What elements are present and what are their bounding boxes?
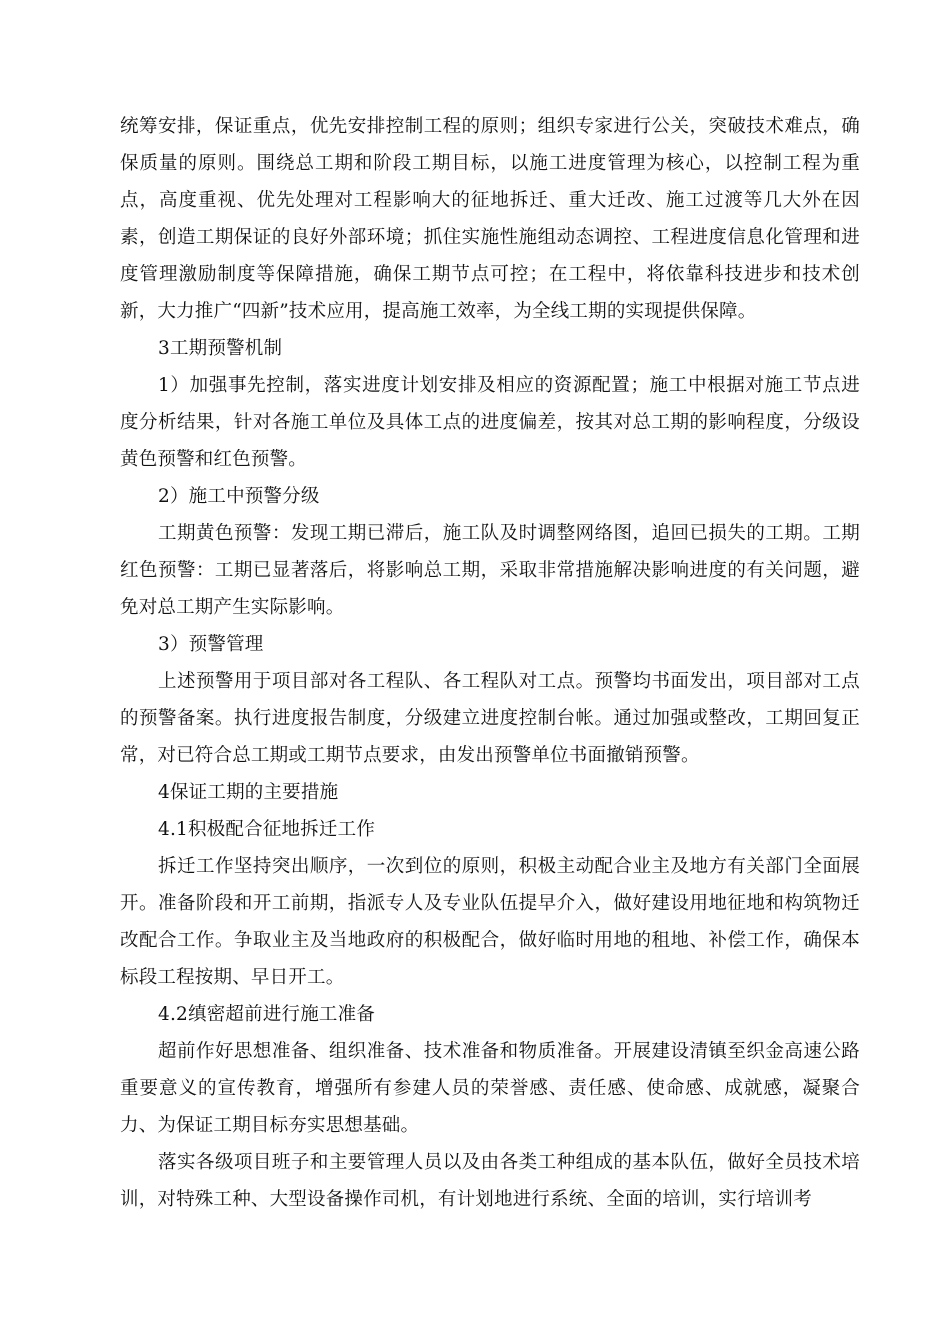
section-heading: 3）预警管理 <box>158 634 264 655</box>
body-paragraph: 超前作好思想准备、组织准备、技术准备和物质准备。开展建设清镇至织金高速公路重要意义的宣传教育，增强所有参建人员的荣誉感、责任感、使命感、成就感，凝聚合力、为保证工期目标夯实思想基础。 <box>120 1041 860 1136</box>
section-heading: 4保证工期的主要措施 <box>158 782 339 803</box>
section-heading: 2）施工中预警分级 <box>158 486 320 507</box>
body-paragraph: 拆迁工作坚持突出顺序，一次到位的原则，积极主动配合业主及地方有关部门全面展开。准备阶段和开工前期，指派专人及专业队伍提早介入，做好建设用地征地和构筑物迁改配合工作。争取业主及当地政府的积极配合，做好临时用地的租地、补偿工作，确保本标段工程按期、早日开工。 <box>120 856 860 988</box>
section-heading: 3工期预警机制 <box>158 338 283 359</box>
body-paragraph: 上述预警用于项目部对各工程队、各工程队对工点。预警均书面发出，项目部对工点的预警备案。执行进度报告制度，分级建立进度控制台帐。通过加强或整改，工期回复正常，对已符合总工期或工期节点要求，由发出预警单位书面撤销预警。 <box>120 671 860 766</box>
body-paragraph: 工期黄色预警：发现工期已滞后，施工队及时调整网络图，追回已损失的工期。工期红色预警：工期已显著落后，将影响总工期，采取非常措施解决影响进度的有关问题，避免对总工期产生实际影响。 <box>120 523 860 618</box>
body-paragraph: 落实各级项目班子和主要管理人员以及由各类工种组成的基本队伍，做好全员技术培训，对特殊工种、大型设备操作司机，有计划地进行系统、全面的培训，实行培训考 <box>120 1152 860 1210</box>
body-paragraph: 统筹安排，保证重点，优先安排控制工程的原则；组织专家进行公关，突破技术难点，确保质量的原则。围绕总工期和阶段工期目标，以施工进度管理为核心，以控制工程为重点，高度重视、优先处理对工程影响大的征地拆迁、重大迁改、施工过渡等几大外在因素，创造工期保证的良好外部环境；抓住实施性施组动态调控、工程进度信息化管理和进度管理激励制度等保障措施，确保工期节点可控；在工程中，将依靠科技进步和技术创新，大力推广“四新”技术应用，提高施工效率，为全线工期的实现提供保障。 <box>120 116 860 322</box>
subsection-heading: 4.2缜密超前进行施工准备 <box>158 1004 376 1025</box>
body-paragraph: 1）加强事先控制，落实进度计划安排及相应的资源配置；施工中根据对施工节点进度分析结果，针对各施工单位及具体工点的进度偏差，按其对总工期的影响程度，分级设黄色预警和红色预警。 <box>120 375 860 470</box>
document-body <box>120 108 860 1218</box>
subsection-heading: 4.1积极配合征地拆迁工作 <box>158 819 376 840</box>
